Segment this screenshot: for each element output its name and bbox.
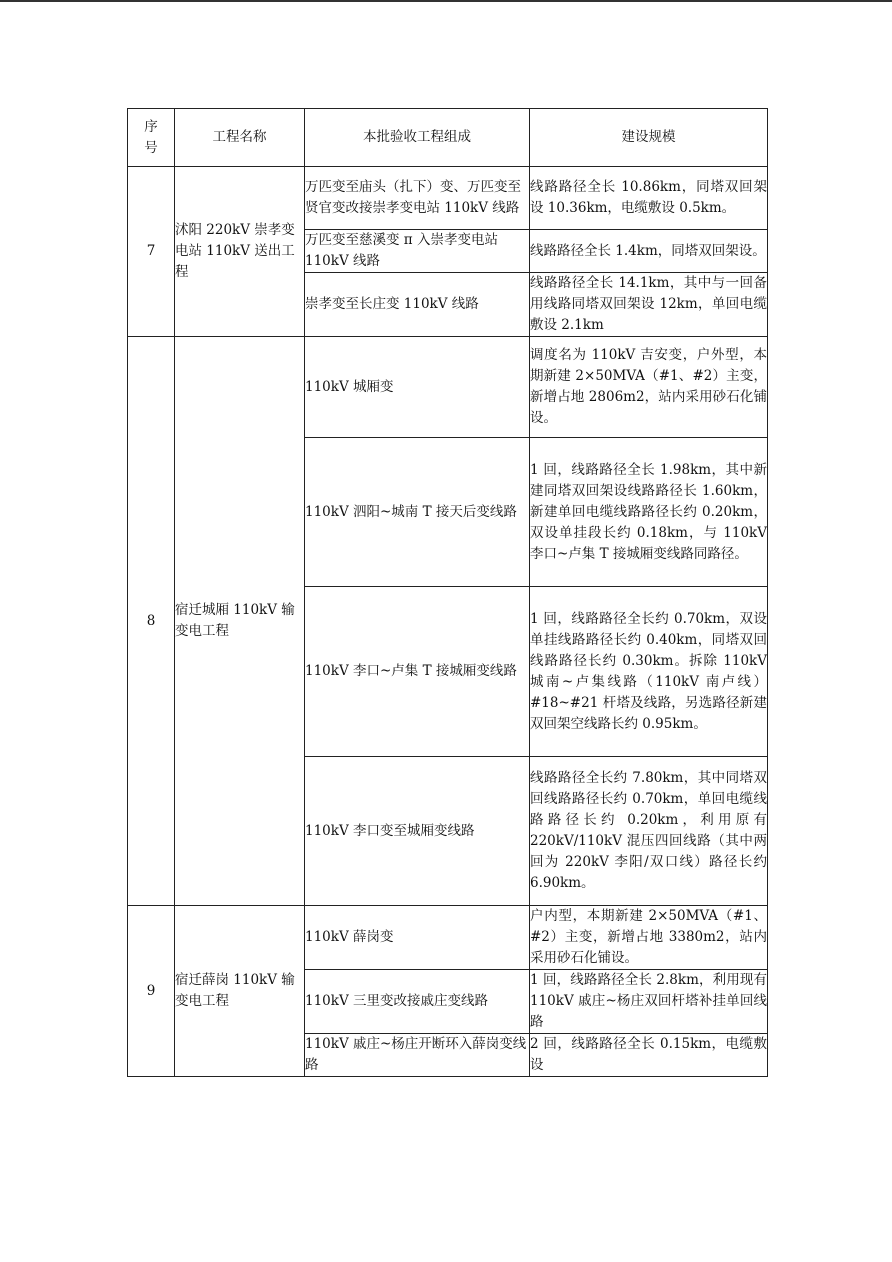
scale-cell: 线路路径全长 10.86km，同塔双回架设 10.36km，电缆敷设 0.5km。 xyxy=(530,167,768,230)
component-cell: 110kV 戚庄~杨庄开断环入薛岗变线路 xyxy=(305,1034,530,1077)
table-row xyxy=(128,337,768,438)
component-cell: 110kV 三里变改接戚庄变线路 xyxy=(305,970,530,1034)
scale-cell: 1 回，线路路径全长 2.8km，利用现有 110kV 戚庄~杨庄双回杆塔补挂单回线路 xyxy=(530,970,768,1034)
scale-cell: 1 回，线路路径全长 1.98km，其中新建同塔双回架设线路路径长 1.60km，新建单回电缆线路路径长约 0.20km，双设单挂段长约 0.18km，与 110kV 李口~卢集 T 接城厢变线路同路径。 xyxy=(530,438,768,587)
scale-cell: 2 回，线路路径全长 0.15km，电缆敷设 xyxy=(530,1034,768,1077)
page-top-border xyxy=(0,0,892,2)
project-number: 7 xyxy=(128,167,175,337)
scale-cell: 线路路径全长 14.1km，其中与一回备用线路同塔双回架设 12km，单回电缆敷设 2.1km xyxy=(530,273,768,337)
component-cell: 110kV 泗阳~城南 T 接天后变线路 xyxy=(305,438,530,587)
header-project-name: 工程名称 xyxy=(175,109,305,167)
header-components: 本批验收工程组成 xyxy=(305,109,530,167)
component-cell: 万匹变至慈溪变 π 入崇孝变电站 110kV 线路 xyxy=(305,230,530,273)
acceptance-project-table xyxy=(127,108,768,1077)
table-row xyxy=(128,167,768,230)
scale-cell: 调度名为 110kV 吉安变，户外型，本期新建 2×50MVA（#1、#2）主变，新增占地 2806m2，站内采用砂石化铺设。 xyxy=(530,337,768,438)
project-name: 宿迁薛岗 110kV 输变电工程 xyxy=(175,906,305,1077)
project-number: 9 xyxy=(128,906,175,1077)
table-header-row xyxy=(128,109,768,167)
component-cell: 万匹变至庙头（扎下）变、万匹变至贤官变改接崇孝变电站 110kV 线路 xyxy=(305,167,530,230)
component-cell: 110kV 城厢变 xyxy=(305,337,530,438)
component-cell: 110kV 李口变至城厢变线路 xyxy=(305,757,530,906)
scale-cell: 1 回，线路路径全长约 0.70km，双设单挂线路路径长约 0.40km，同塔双回线路路径长约 0.30km。拆除 110kV 城南~卢集线路（110kV 南卢线）#18~#21 杆塔及线路，另选路径新建双回架空线路长约 0.95km。 xyxy=(530,587,768,757)
header-serial-number: 序 号 xyxy=(128,109,175,167)
project-name: 沭阳 220kV 崇孝变电站 110kV 送出工程 xyxy=(175,167,305,337)
component-cell: 110kV 李口~卢集 T 接城厢变线路 xyxy=(305,587,530,757)
header-scale: 建设规模 xyxy=(530,109,768,167)
scale-cell: 户内型，本期新建 2×50MVA（#1、#2）主变，新增占地 3380m2，站内采用砂石化铺设。 xyxy=(530,906,768,970)
component-cell: 110kV 薛岗变 xyxy=(305,906,530,970)
scale-cell: 线路路径全长约 7.80km，其中同塔双回线路路径长约 0.70km，单回电缆线路路径长约 0.20km，利用原有 220kV/110kV 混压四回线路（其中两回为 220kV 李阳/双口线）路径长约 6.90km。 xyxy=(530,757,768,906)
project-number: 8 xyxy=(128,337,175,906)
project-name: 宿迁城厢 110kV 输变电工程 xyxy=(175,337,305,906)
scale-cell: 线路路径全长 1.4km，同塔双回架设。 xyxy=(530,230,768,273)
table-row xyxy=(128,906,768,970)
component-cell: 崇孝变至长庄变 110kV 线路 xyxy=(305,273,530,337)
